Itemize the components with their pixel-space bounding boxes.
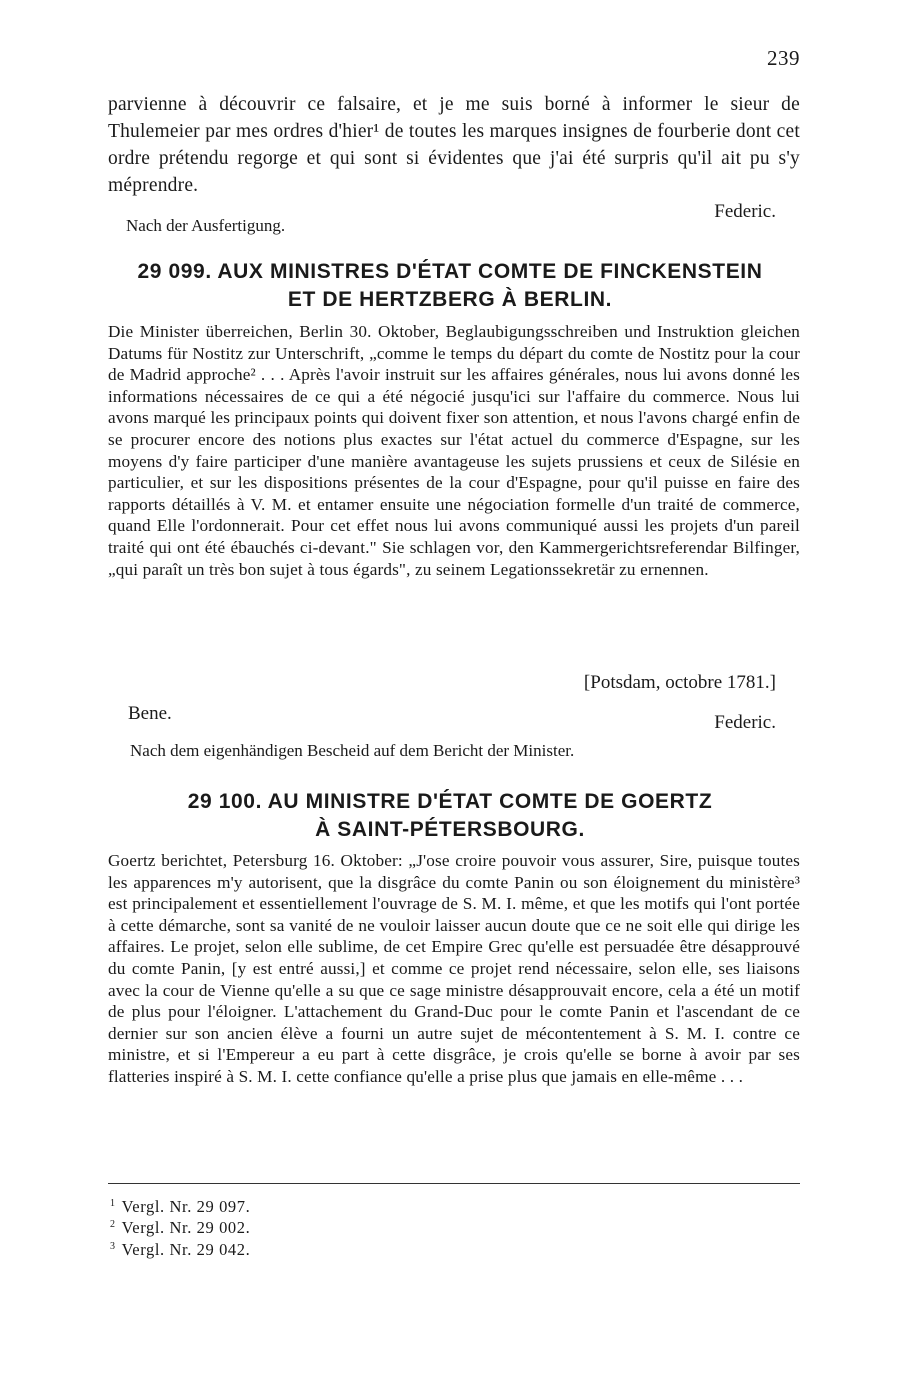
footnote-3-text: Vergl. Nr. 29 042. xyxy=(121,1240,251,1259)
footnote-3-mark: 3 xyxy=(110,1241,116,1252)
footnote-1-text: Vergl. Nr. 29 097. xyxy=(121,1197,251,1216)
letter-29100-body: Goertz berichtet, Petersburg 16. Oktober: „J'ose croire pouvoir vous assurer, Sire, puisque toutes les apparences m'y autorisent, que la disgrâce du comte Panin ou son éloignement du ministère³ est principalement et essentiellement l'ouvrage de S. M. I. même, et que les motifs qui l'ont portée à cette démarche, sont sa vanité de ne vouloir laisser aucun doute que ce ne soit elle qui dirige les affaires. Le projet, selon elle sublime, de cet Empire Grec qu'elle est persuadée être désapprouvé du comte Panin, [y est entré aussi,] et comme ce projet rend nécessaire, selon elle, ses liaisons avec la cour de Vienne qu'elle a su que ce sage ministre désapprouvait encore, cela a été un motif de plus pour l'éloigner. L'attachement du Grand-Duc pour le comte Panin et l'ascendant de ce dernier sur son ancien élève a fourni un autre sujet de mécontentement à S. M. I. contre ce ministre, et si l'Empereur a eu part à cette disgrâce, je crois qu'elle se borne à avoir par ses flatteries inspiré à S. M. I. cette confiance qu'elle a prise plus que jamais en elle-même . . . xyxy=(108,851,800,1086)
footnote-2-text: Vergl. Nr. 29 002. xyxy=(121,1218,251,1237)
letter-29100-heading-line2: À SAINT-PÉTERSBOURG. xyxy=(315,818,585,841)
letter-29100-heading xyxy=(60,788,840,844)
intro-paragraph: parvienne à découvrir ce falsaire, et je me suis borné à informer le sieur de Thulemeier par mes ordres d'hier¹ de toutes les marques insignes de fourberie dont cet ordre prétendu regorge et qui sont si évidentes que j'ai été surpris qu'il ait pu s'y méprendre. xyxy=(108,94,800,196)
footnote-divider xyxy=(108,1183,800,1184)
letter-29099-bene: Bene. xyxy=(128,703,172,724)
footnote-2-mark: 2 xyxy=(110,1219,116,1230)
page-number: 239 xyxy=(767,46,800,70)
letter-29099-signature: Federic. xyxy=(714,712,776,733)
letter-29099-heading-line1: 29 099. AUX MINISTRES D'ÉTAT COMTE DE FINCKENSTEIN xyxy=(137,260,763,283)
letter-29100-heading-line1: 29 100. AU MINISTRE D'ÉTAT COMTE DE GOERTZ xyxy=(187,790,713,813)
footnote-2 xyxy=(110,1215,250,1238)
letter-29099-place-date: [Potsdam, octobre 1781.] xyxy=(583,672,776,693)
footnote-1-mark: 1 xyxy=(110,1198,116,1209)
letter-29099-source-note: Nach dem eigenhändigen Bescheid auf dem Bericht der Minister. xyxy=(130,741,575,760)
footnote-1 xyxy=(110,1194,250,1217)
letter-29099-heading-line2: ET DE HERTZBERG À BERLIN. xyxy=(287,288,613,311)
letter-29099-body: Die Minister überreichen, Berlin 30. Oktober, Beglaubigungsschreiben und Instruktion gleichen Datums für Nostitz zur Unterschrift, „comme le temps du départ du comte de Nostitz pour la cour de Madrid approche² . . . Après l'avoir instruit sur les affaires générales, nous lui avons donné les informations nécessaires de ce qui a été négocié jusqu'ici sur l'affaire du commerce. Nous lui avons marqué les principaux points qui doivent fixer son attention, et nous l'avons chargé enfin de se procurer encore des notions plus exactes sur l'état actuel du commerce d'Espagne, sur les moyens d'y faire participer d'une manière avantageuse les sujets prussiens et ceux de Silésie en particulier, et sur les dispositions présentes de la cour d'Espagne, pour qu'il puisse en faire des rapports détaillés à V. M. et entamer ensuite une négociation formelle d'un traité de commerce, quand Elle l'ordonnerait. Pour cet effet nous lui avons communiqué aussi les projets d'un pareil traité qui ont été ébauchés ci-devant." Sie schlagen vor, den Kammergerichtsreferendar Bilfinger, „qui paraît un très bon sujet à tous égards", zu seinem Legationssekretär zu ernennen. xyxy=(108,322,800,579)
intro-signature: Federic. xyxy=(714,201,776,222)
footnote-3 xyxy=(110,1237,250,1260)
letter-29099-heading xyxy=(60,258,840,314)
intro-source-note: Nach der Ausfertigung. xyxy=(126,216,286,235)
